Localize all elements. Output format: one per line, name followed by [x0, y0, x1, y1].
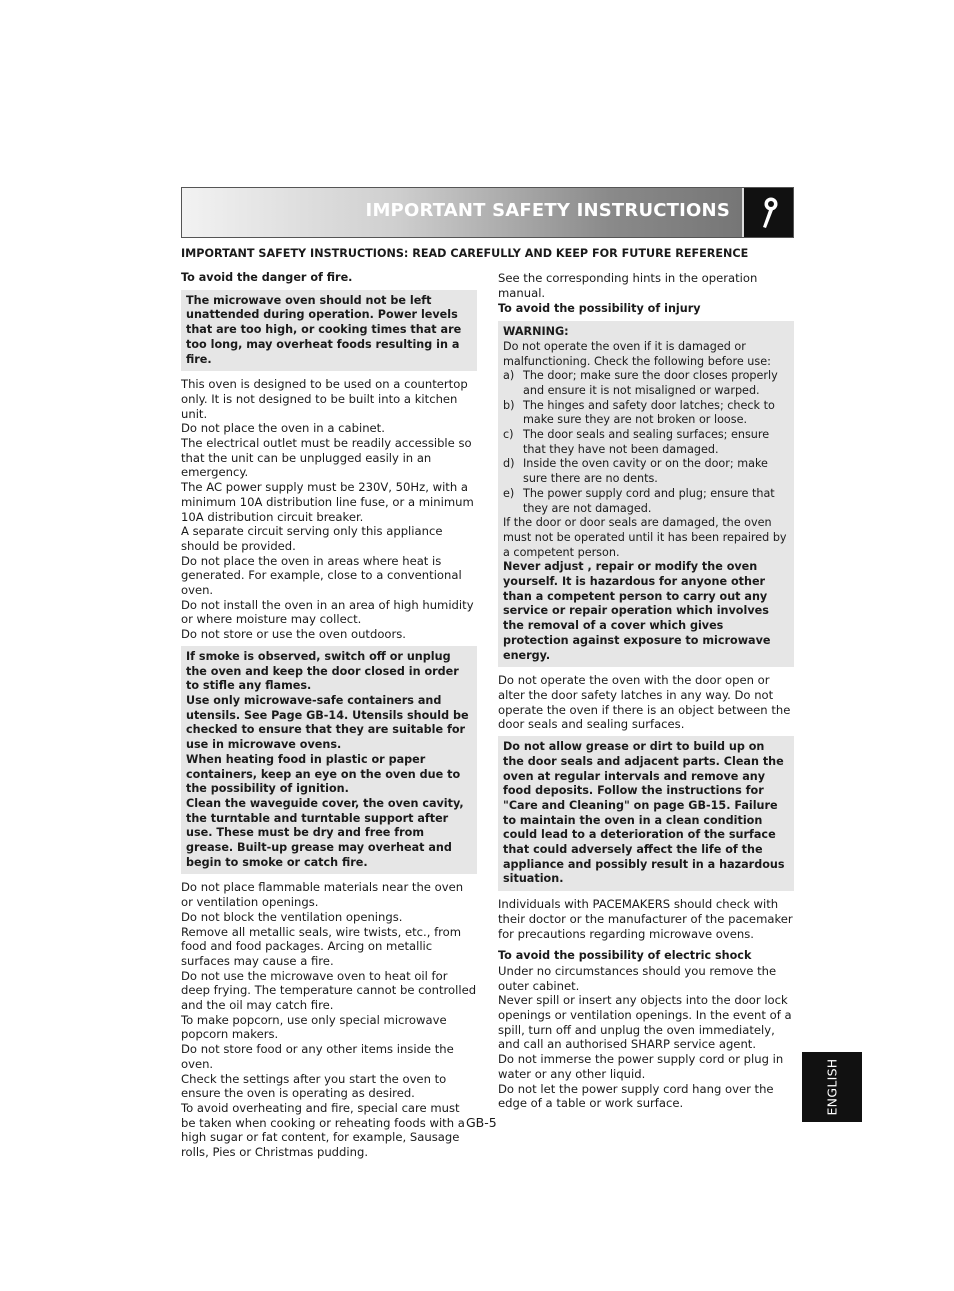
paragraph: Do not place the oven in a cabinet.	[181, 421, 385, 436]
intro-text: See the corresponding hints in the operation manual.	[498, 271, 758, 300]
section-banner	[181, 187, 794, 238]
left-column	[181, 271, 477, 1160]
grease-warning-box	[498, 736, 794, 891]
list-letter: c)	[503, 428, 514, 442]
list-item	[503, 399, 789, 428]
list-text: Inside the oven cavity or on the door; make sure there are no dents.	[523, 457, 768, 486]
language-tab	[802, 1052, 862, 1122]
shock-heading: To avoid the possibility of electric shock	[498, 949, 752, 963]
page-number: GB-5	[466, 1115, 497, 1130]
banner-title: IMPORTANT SAFETY INSTRUCTIONS	[365, 200, 730, 221]
box-paragraph: When heating food in plastic or paper containers, keep an eye on the oven due to the possibility of ignition.	[186, 752, 461, 796]
paragraph: Do not store or use the oven outdoors.	[181, 627, 406, 642]
main-heading: IMPORTANT SAFETY INSTRUCTIONS: READ CAREFULLY AND KEEP FOR FUTURE REFERENCE	[181, 247, 749, 260]
list-letter: e)	[503, 486, 515, 500]
fire-paragraphs	[181, 377, 477, 642]
list-item	[503, 487, 789, 516]
right-column	[498, 271, 794, 1111]
box-paragraph: Use only microwave-safe containers and utensils. See Page GB-14. Utensils should be checked to ensure that they are suitable for use in microwave ovens.	[186, 693, 469, 752]
paragraph: Do not store food or any other items inside the oven.	[181, 1042, 454, 1071]
paragraph: To make popcorn, use only special microwave popcorn makers.	[181, 1012, 447, 1042]
door-paragraph: Do not operate the oven with the door open or alter the door safety latches in any way. Do not operate the oven if there is an object between the door seals and sealing surfaces.	[498, 673, 791, 732]
fire-warning-text: The microwave oven should not be left unattended during operation. Power levels that are too high, or cooking times that are too long, may overheat foods resulting in a fire.	[186, 293, 462, 366]
paragraph: Check the settings after you start the oven to ensure the oven is operating as desired.	[181, 1071, 447, 1101]
paragraph: Do not install the oven in an area of high humidity or where moisture may collect.	[181, 597, 474, 627]
list-item	[503, 369, 789, 398]
paragraph: Under no circumstances should you remove the outer cabinet.	[498, 963, 777, 993]
list-item	[503, 457, 789, 486]
list-text: The door seals and sealing surfaces; ensure that they have not been damaged.	[523, 428, 770, 456]
warning-box	[498, 321, 794, 667]
paragraph: Do not block the ventilation openings.	[181, 909, 403, 924]
warning-intro: Do not operate the oven if it is damaged or malfunctioning. Check the following before use:	[503, 339, 771, 368]
language-label: ENGLISH	[824, 1058, 840, 1116]
box-paragraph: If smoke is observed, switch off or unplug the oven and keep the door closed in order to stifle any flames.	[186, 649, 459, 693]
smoke-warning-box	[181, 646, 477, 875]
paragraph: Never spill or insert any objects into the door lock openings or ventilation openings. In the event of a spill, turn off and unplug the oven immediately, and call an authorised SHARP service agent.	[498, 993, 792, 1052]
paragraph: Do not place the oven in areas where heat is generated. For example, close to a conventional oven.	[181, 553, 462, 598]
list-text: The hinges and safety door latches; check to make sure they are not broken or loose.	[523, 398, 775, 427]
list-text: The power supply cord and plug; ensure that they are not damaged.	[523, 486, 775, 515]
box-paragraph: Clean the waveguide cover, the oven cavity, the turntable and turntable support after use. These must be dry and free from grease. Built-up grease may overheat and begin to smoke or catch fire.	[186, 796, 464, 869]
fire-heading: To avoid the danger of fire.	[181, 271, 353, 284]
fire-paragraphs-2	[181, 880, 477, 1159]
warning-title: WARNING:	[503, 325, 569, 339]
list-letter: b)	[503, 398, 515, 412]
warning-bold: Never adjust , repair or modify the oven yourself. It is hazardous for anyone other than a competent person to carry out any service or repair operation which involves the removal of a cover which gives protection against exposure to microwave energy.	[503, 560, 771, 662]
pencil-icon	[742, 188, 793, 237]
list-text: The door; make sure the door closes properly and ensure it is not misaligned or warped.	[523, 369, 778, 397]
list-letter: a)	[503, 369, 515, 383]
paragraph: Do not place flammable materials near the oven or ventilation openings.	[181, 880, 464, 910]
paragraph: This oven is designed to be used on a countertop only. It is not designed to be built into a kitchen unit.	[181, 377, 468, 421]
paragraph: A separate circuit serving only this appliance should be provided.	[181, 524, 443, 553]
list-letter: d)	[503, 457, 515, 471]
paragraph: Do not use the microwave oven to heat oil for deep frying. The temperature cannot be controlled and the oil may catch fire.	[181, 968, 477, 1013]
fire-warning-box	[181, 290, 477, 372]
paragraph: To avoid overheating and fire, special care must be taken when cooking or reheating foods with a high sugar or fat content, for example, Sausage rolls, Pies or Christmas pudding.	[181, 1100, 465, 1160]
paragraph: The electrical outlet must be readily accessible so that the unit can be unplugged easily in an emergency.	[181, 436, 472, 480]
paragraph: Do not immerse the power supply cord or plug in water or any other liquid.	[498, 1052, 784, 1081]
paragraph: Do not let the power supply cord hang over the edge of a table or work surface.	[498, 1081, 774, 1111]
grease-warning-text: Do not allow grease or dirt to build up on the door seals and adjacent parts. Clean the oven at regular intervals and remove any food deposits. Follow the instructions for "Care and Cleaning" on page GB-15. Failure to maintain the oven in a clean condition could lead to a deterioration of the surface that could adversely affect the life of the appliance and possibly result in a hazardous situation.	[503, 740, 785, 886]
pacemaker-paragraph: Individuals with PACEMAKERS should check with their doctor or the manufacturer of the pacemaker for precautions regarding microwave ovens.	[498, 897, 793, 941]
paragraph: The AC power supply must be 230V, 50Hz, with a minimum 10A distribution line fuse, or a minimum 10A distribution circuit breaker.	[181, 480, 474, 524]
warning-after: If the door or door seals are damaged, the oven must not be operated until it has been repaired by a competent person.	[503, 516, 787, 559]
paragraph: Remove all metallic seals, wire twists, etc., from food and food packages. Arcing on metallic surfaces may cause a fire.	[181, 924, 462, 968]
injury-heading: To avoid the possibility of injury	[498, 302, 701, 316]
list-item	[503, 428, 789, 457]
